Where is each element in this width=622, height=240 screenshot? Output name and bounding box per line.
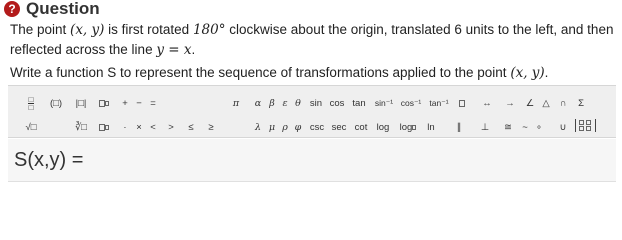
union-button[interactable]: ∪ xyxy=(559,121,567,133)
overline-button[interactable] xyxy=(457,95,467,111)
problem-text: clockwise about the origin, translated 6 units to the left, and then reflected across the line xyxy=(10,22,614,57)
perpendicular-button[interactable]: ⊥ xyxy=(480,121,490,133)
angle-icon[interactable]: ∠ xyxy=(525,97,535,109)
theta-button[interactable]: θ xyxy=(295,97,301,109)
less-equal-button[interactable]: ≤ xyxy=(188,121,194,133)
similar-button[interactable]: ~ xyxy=(522,121,528,133)
epsilon-button[interactable]: ε xyxy=(282,97,288,109)
pi-button[interactable]: π xyxy=(232,97,240,109)
mu-button[interactable]: μ xyxy=(268,121,276,133)
line-arrow-icon[interactable]: ↔ xyxy=(482,97,492,109)
ray-arrow-icon[interactable]: → xyxy=(505,97,515,109)
point-expression: (x, y) xyxy=(70,22,105,38)
times-button[interactable]: × xyxy=(136,121,142,133)
problem-text: . xyxy=(191,42,196,57)
cot-button[interactable]: cot xyxy=(354,121,368,133)
alpha-button[interactable]: α xyxy=(254,97,262,109)
problem-text: is first rotated xyxy=(104,22,193,37)
matrix-button[interactable] xyxy=(573,114,597,136)
math-input-toolbar xyxy=(8,85,616,138)
summation-button[interactable]: Σ xyxy=(578,97,584,109)
sin-button[interactable]: sin xyxy=(309,97,323,109)
degree-button[interactable]: ∘ xyxy=(536,121,542,133)
arccos-button[interactable]: cos⁻¹ xyxy=(400,97,422,108)
sqrt-button[interactable]: √□ xyxy=(25,121,37,133)
ln-button[interactable]: ln xyxy=(427,121,435,133)
greater-equal-button[interactable]: ≥ xyxy=(208,121,214,133)
question-header xyxy=(4,0,100,17)
csc-button[interactable]: csc xyxy=(309,121,325,133)
triangle-icon[interactable]: △ xyxy=(542,97,550,109)
tan-button[interactable]: tan xyxy=(352,97,366,109)
task-text: . xyxy=(544,65,549,80)
rho-button[interactable]: ρ xyxy=(282,121,288,133)
parallel-button[interactable]: ∥ xyxy=(456,121,462,133)
log-base-label: log xyxy=(399,121,413,133)
task-text: Write a function S to represent the sequence of transformations applied to the point xyxy=(10,65,511,80)
log-button[interactable]: log xyxy=(376,121,390,133)
greater-than-button[interactable]: > xyxy=(168,121,174,133)
arctan-button[interactable]: tan⁻¹ xyxy=(429,97,449,108)
less-than-button[interactable]: < xyxy=(150,121,156,133)
dot-button[interactable]: · xyxy=(123,121,127,133)
question-title: Question xyxy=(26,0,100,18)
lambda-button[interactable]: λ xyxy=(254,121,262,133)
line-equation: y = x xyxy=(156,42,192,58)
answer-label: S(x,y) = xyxy=(14,149,84,171)
fraction-button[interactable] xyxy=(22,95,40,111)
plus-button[interactable]: + xyxy=(122,97,128,109)
task-statement xyxy=(10,65,548,81)
sec-button[interactable]: sec xyxy=(331,121,347,133)
subscript-button[interactable] xyxy=(96,119,112,135)
question-mark-icon: ? xyxy=(4,1,20,17)
point-expression: (x, y) xyxy=(510,65,545,81)
phi-button[interactable]: φ xyxy=(294,121,302,133)
equals-button[interactable]: = xyxy=(150,97,156,109)
fraction-denominator: □ xyxy=(28,102,34,112)
log-base-button[interactable] xyxy=(396,119,420,135)
arcsin-button[interactable]: sin⁻¹ xyxy=(374,97,394,108)
answer-input-box[interactable] xyxy=(8,139,616,182)
congruent-button[interactable]: ≅ xyxy=(504,121,512,133)
cos-button[interactable]: cos xyxy=(329,97,345,109)
problem-statement xyxy=(10,20,616,60)
angle-value: 180° xyxy=(192,22,226,38)
problem-text: The point xyxy=(10,22,71,37)
minus-button[interactable]: − xyxy=(136,97,142,109)
absolute-value-button[interactable]: |□| xyxy=(75,97,87,109)
nth-root-button[interactable]: ∛□ xyxy=(75,121,87,133)
exponent-button[interactable] xyxy=(96,95,112,111)
beta-button[interactable]: β xyxy=(269,97,275,109)
fraction-numerator: □ xyxy=(28,94,34,104)
parentheses-button[interactable]: (□) xyxy=(49,97,63,109)
intersection-button[interactable]: ∩ xyxy=(559,97,567,109)
